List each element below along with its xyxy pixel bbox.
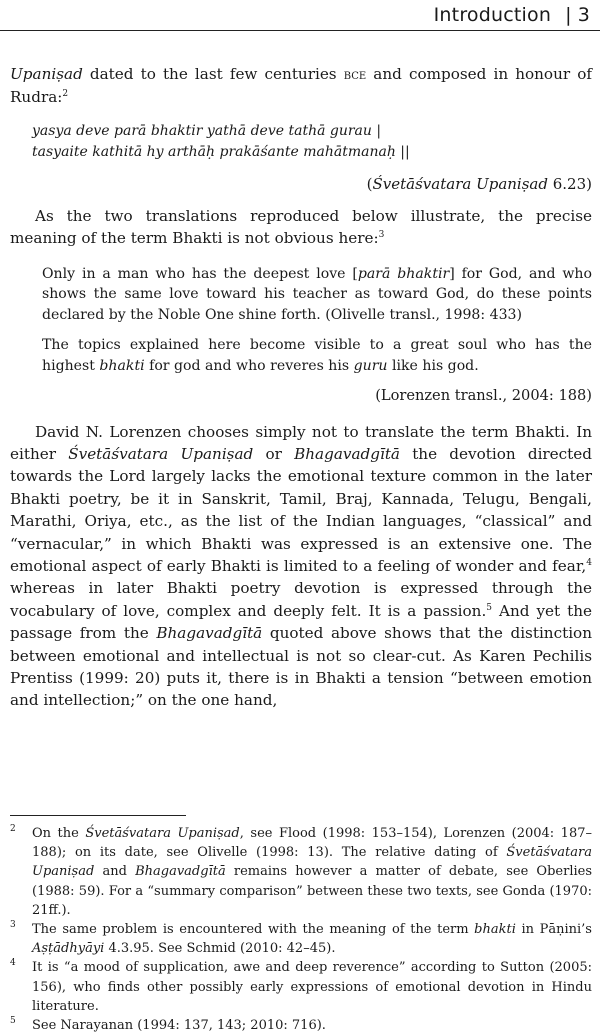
footnote-ref-5: 5	[486, 602, 493, 613]
running-head	[434, 4, 590, 28]
block-quote-2: The topics explained here become visible to a great soul who has the highest bhakti for god and who reveres his guru like his god.	[42, 337, 592, 374]
footnote-number: 5	[10, 1016, 16, 1027]
footnote-4: 4 It is “a mood of supplication, awe and deep reverence” according to Sutton (2005: 156), who finds other possibly early expressions of emotional devotion in Hindu literature.	[10, 958, 592, 1016]
verse-line-1: yasya deve parā bhaktir yathā deve tathā gurau |	[32, 122, 382, 139]
footnote-ref-4: 4	[586, 557, 592, 568]
verse-line-2: tasyaite kathitā hy arthāḥ prakāśante mahātmanaḥ ||	[32, 143, 410, 160]
footnote-rule	[10, 815, 186, 816]
block-quote-1: Only in a man who has the deepest love [parā bhaktir] for God, and who shows the same love toward his teacher as toward God, do these points declared by the Noble One shine forth. (Olivelle transl., 1998: 433)	[42, 265, 592, 323]
footnotes	[10, 824, 592, 1035]
era-abbreviation: bce	[343, 67, 367, 83]
footnote-number: 2	[10, 824, 16, 834]
main-text	[10, 63, 592, 712]
footnote-2: 2 On the Śvetāśvatara Upaniṣad, see Flood (1998: 153–154), Lorenzen (2004: 187–188); on its date, see Olivelle (1998: 13). The relative dating of Śvetāśvatara Upaniṣad and Bhagavadgītā remains however a matter of debate, see Oberlies (1988: 59). For a “summary comparison” between these two texts, see Gonda (1970: 21ff.).	[10, 824, 592, 920]
paragraph-1: Upaniṣad dated to the last few centuries bce and composed in honour of Rudra:$^2$	[10, 65, 592, 107]
block-quote-2-citation: (Lorenzen transl., 2004: 188)	[375, 386, 592, 404]
running-head-title: Introduction	[433, 4, 552, 26]
verse-citation: (Śvetāśvatara Upaniṣad 6.23)	[366, 174, 592, 193]
footnote-number: 3	[10, 920, 16, 931]
footnote-3: 3 The same problem is encountered with the meaning of the term bhakti in Pāṇini’s Aṣṭādhyāyi 4.3.95. See Schmid (2010: 42–45).	[10, 920, 592, 958]
paragraph-2: As the two translations reproduced below illustrate, the precise meaning of the term Bhakti is not obvious here:$^3$	[10, 206, 592, 248]
running-head-separator: |	[565, 4, 572, 26]
footnote-ref-2: 2	[62, 89, 69, 100]
footnote-5: 5 See Narayanan (1994: 137, 143; 2010: 716).	[10, 1016, 592, 1035]
paragraph-1-italic: Upaniṣad	[10, 65, 83, 83]
header-rule	[0, 30, 600, 31]
sanskrit-verse	[32, 121, 592, 163]
footnote-number: 4	[10, 958, 16, 969]
page-number: 3	[577, 4, 590, 26]
paragraph-3: David N. Lorenzen chooses simply not to translate the term Bhakti. In either Śvetāśvatara Upaniṣad or Bhagavadgītā the devotion directed towards the Lord largely lacks the emotional texture common in the later Bhakti poetry, be it in Sanskrit, Tamil, Braj, Kannada, Telugu, Bengali, Marathi, Oriya, etc., as the list of the Indian languages, “classical” and “vernacular,” in which Bhakti was expressed is an extensive one. The emotional aspect of early Bhakti is limited to a feeling of wonder and fear,$^4$ whereas in later Bhakti poetry devotion is expressed through the vocabulary of love, complex and deeply felt. It is a passion.$^5$ And yet the passage from the Bhagavadgītā quoted above shows that the distinction between emotional and intellectual is not so clear-cut. As Karen Pechilis Prentiss (1999: 20) puts it, there is in Bhakti a tension “between emotion and intellection;” on the one hand,	[10, 422, 592, 710]
footnote-ref-3: 3	[378, 230, 385, 241]
